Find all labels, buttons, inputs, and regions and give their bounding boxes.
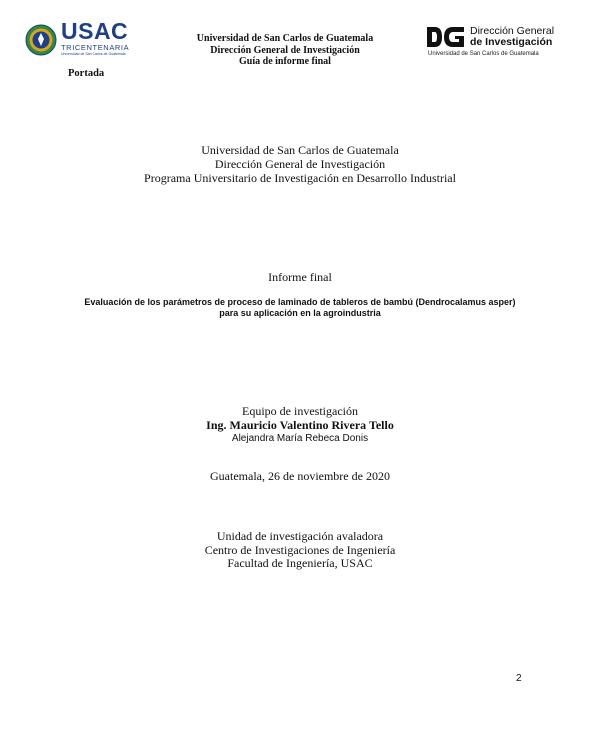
institution-line-direction: Dirección General de Investigación [214,157,386,171]
dig-wordmark [470,26,554,48]
header-title-direction: Dirección General de Investigación [210,44,360,56]
institution-line-university: Universidad de San Carlos de Guatemala [201,143,399,157]
team-lead: Ing. Mauricio Valentino Rivera Tello [206,418,394,432]
usac-wordmark: USAC [61,18,129,44]
page-number: 2 [516,673,522,684]
institution-line-program: Programa Universitario de Investigación en Desarrollo Industrial [144,171,456,185]
unit-line-faculty: Facultad de Ingeniería, USAC [227,556,373,570]
dig-mark-icon [426,25,468,49]
report-title: Evaluación de los parámetros de proceso de laminado de tableros de bambú (Dendrocalamus asper) para su aplicación en la agroindustria [84,297,516,318]
institution-block [0,143,600,185]
unit-block [0,530,600,571]
dig-logo [426,25,556,61]
header-title-guide: Guía de informe final [239,56,331,67]
dig-logo-subtitle: Universidad de San Carlos de Guatemala [428,51,539,57]
usac-logo [25,18,135,62]
unit-line-label: Unidad de investigación avaladora [216,529,384,543]
header-titles [175,33,395,68]
unit-line-center: Centro de Investigaciones de Ingeniería [204,542,396,557]
usac-logo-subtitle: Universidad de San Carlos de Guatemala [61,52,126,56]
section-label: Portada [68,68,105,79]
team-member: Alejandra María Rebeca Donis [231,433,369,444]
dig-wordmark-line1: Dirección General [470,25,555,37]
dig-wordmark-line2: de Investigación [470,36,553,48]
usac-tricentenaria: TRICENTENARIA [61,43,130,52]
report-label: Informe final [268,270,332,284]
date-line: Guatemala, 26 de noviembre de 2020 [210,469,390,483]
usac-seal-icon [25,24,57,56]
team-label: Equipo de investigación [242,404,358,418]
header-title-university: Universidad de San Carlos de Guatemala [196,33,374,44]
